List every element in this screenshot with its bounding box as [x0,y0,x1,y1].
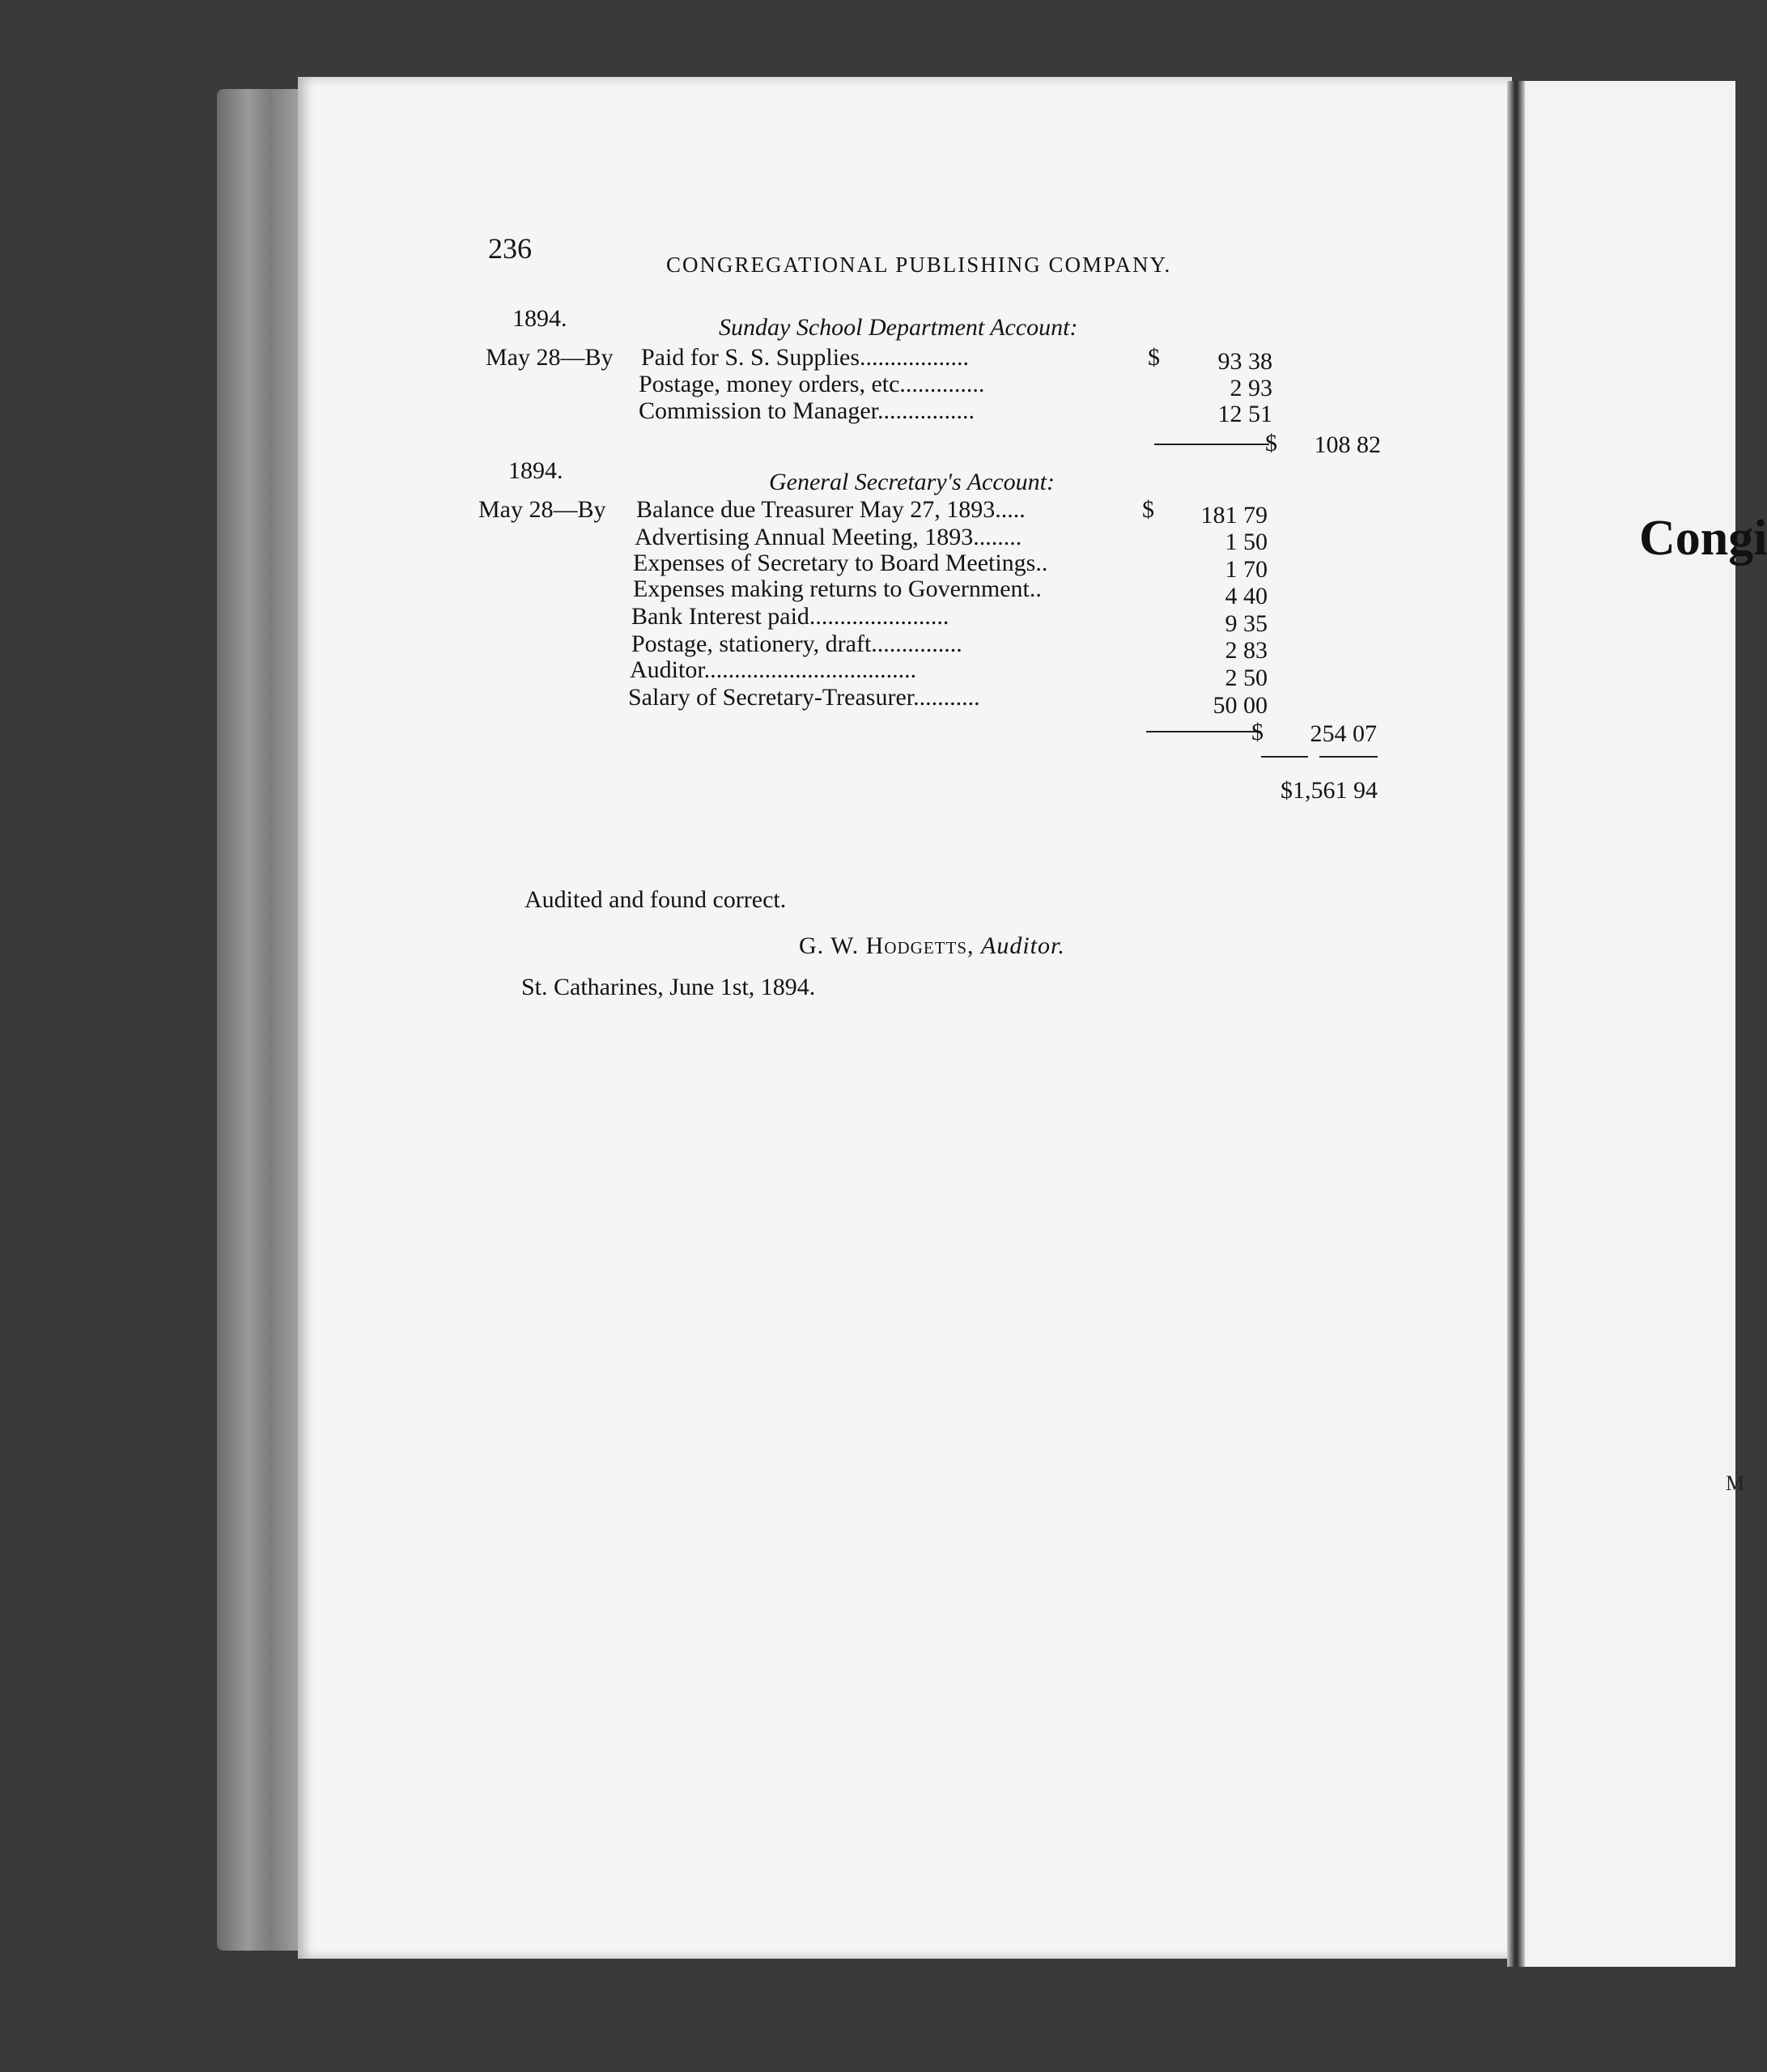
facing-page [1525,81,1767,1967]
ss-row-dollar: $ [1148,344,1160,371]
gs-row-dollar: $ [1142,496,1154,523]
gs-row-amount: 4 40 [1225,583,1268,609]
facing-page-title-fragment: Congi [1639,511,1767,566]
general-secretary-title: General Secretary's Account: [769,469,1055,495]
gs-row-amount: 1 50 [1225,529,1268,555]
total-rule [1319,756,1378,758]
gs-row-amount: 50 00 [1213,692,1268,719]
gs-row-amount: 2 50 [1225,664,1268,691]
subtotal-rule [1154,444,1269,445]
ss-row-amount: 12 51 [1217,401,1272,427]
place-date: St. Catharines, June 1st, 1894. [521,974,816,1000]
ss-row-amount: 2 93 [1230,375,1272,401]
gs-row-label: Salary of Secretary-Treasurer........... [628,684,980,711]
gs-row-label: Expenses of Secretary to Board Meetings.. [633,550,1048,576]
gs-row-amount: 181 79 [1200,502,1268,529]
auditor-signature [799,932,1065,960]
gs-row-label: Auditor................................... [630,656,917,683]
ss-row-label: Postage, money orders, etc.............. [639,371,985,397]
gs-row-label: Balance due Treasurer May 27, 1893..... [636,496,1026,523]
total-rule [1261,756,1308,758]
general-secretary-date-label: May 28—By [478,496,606,523]
gs-row-amount: 2 83 [1225,637,1268,664]
subtotal-rule [1146,731,1261,732]
audit-statement: Audited and found correct. [525,886,787,913]
gs-row-amount: 1 70 [1225,556,1268,583]
general-secretary-year: 1894. [508,457,563,484]
page-number: 236 [488,232,532,265]
ss-row-amount: 93 38 [1217,348,1272,375]
ss-total-amount: 108 82 [1314,431,1381,458]
gs-row-label: Expenses making returns to Government.. [633,575,1042,602]
ss-total-dollar: $ [1265,430,1277,456]
gs-row-label: Bank Interest paid....................... [631,603,949,630]
gs-total-dollar: $ [1251,719,1264,745]
ss-row-label: Commission to Manager................ [639,397,975,424]
sunday-school-year: 1894. [512,305,567,332]
book-spine-edge [217,89,306,1951]
gs-row-label: Advertising Annual Meeting, 1893........ [635,524,1022,550]
gs-row-label: Postage, stationery, draft............... [631,631,962,657]
sunday-school-date-label: May 28—By [486,344,614,371]
auditor-name: G. W. Hodgetts, [799,932,975,959]
auditor-title: Auditor. [981,932,1065,959]
left-page [298,77,1512,1959]
ss-row-label: Paid for S. S. Supplies.................. [641,344,970,371]
running-header: CONGREGATIONAL PUBLISHING COMPANY. [666,253,1172,277]
book-gutter [1507,81,1525,1967]
facing-page-letter-fragment: M [1726,1471,1745,1495]
gs-total-amount: 254 07 [1310,720,1377,747]
grand-total: $1,561 94 [1281,777,1378,804]
sunday-school-title: Sunday School Department Account: [719,314,1078,341]
gs-row-amount: 9 35 [1225,610,1268,637]
